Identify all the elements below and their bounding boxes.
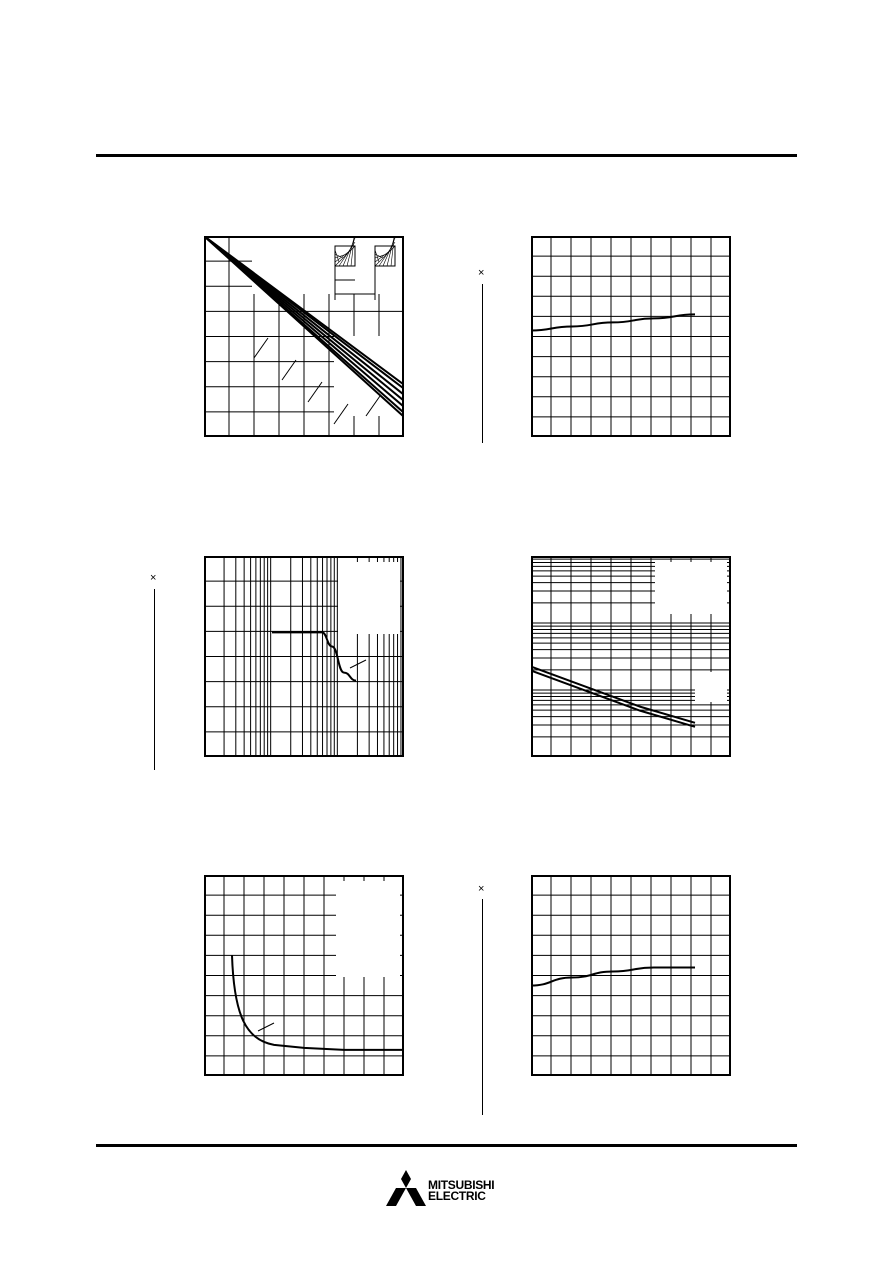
axis-label-line — [482, 284, 483, 443]
leader-line — [258, 1023, 274, 1031]
brand-name — [428, 1180, 494, 1202]
three-diamonds-icon — [386, 1170, 426, 1206]
series-line — [531, 967, 695, 985]
chart-1 — [204, 236, 404, 437]
axis-label-line — [154, 589, 155, 770]
legend-area — [338, 562, 400, 634]
legend-area — [655, 562, 727, 614]
header-rule — [96, 154, 797, 157]
axis-multiply-mark: × — [150, 572, 157, 584]
leader-line — [350, 660, 366, 668]
leader-line — [282, 360, 296, 380]
chart-6 — [531, 875, 731, 1076]
axis-label-line — [482, 899, 483, 1115]
leader-line — [254, 338, 268, 358]
series-line — [531, 671, 695, 727]
chart-3 — [204, 556, 404, 757]
leader-line — [308, 382, 322, 402]
series-line — [531, 667, 695, 723]
legend-area — [336, 881, 400, 977]
footer-rule — [96, 1144, 797, 1147]
chart-5 — [204, 875, 404, 1076]
brand-line-1: MITSUBISHI — [428, 1178, 495, 1192]
brand-line-2: ELECTRIC — [428, 1189, 486, 1203]
chart-4 — [531, 556, 731, 757]
axis-multiply-mark: × — [478, 883, 485, 895]
axis-multiply-mark: × — [478, 267, 485, 279]
mitsubishi-electric-logo — [386, 1170, 516, 1206]
chart-2 — [531, 236, 731, 437]
legend-area — [695, 672, 727, 702]
